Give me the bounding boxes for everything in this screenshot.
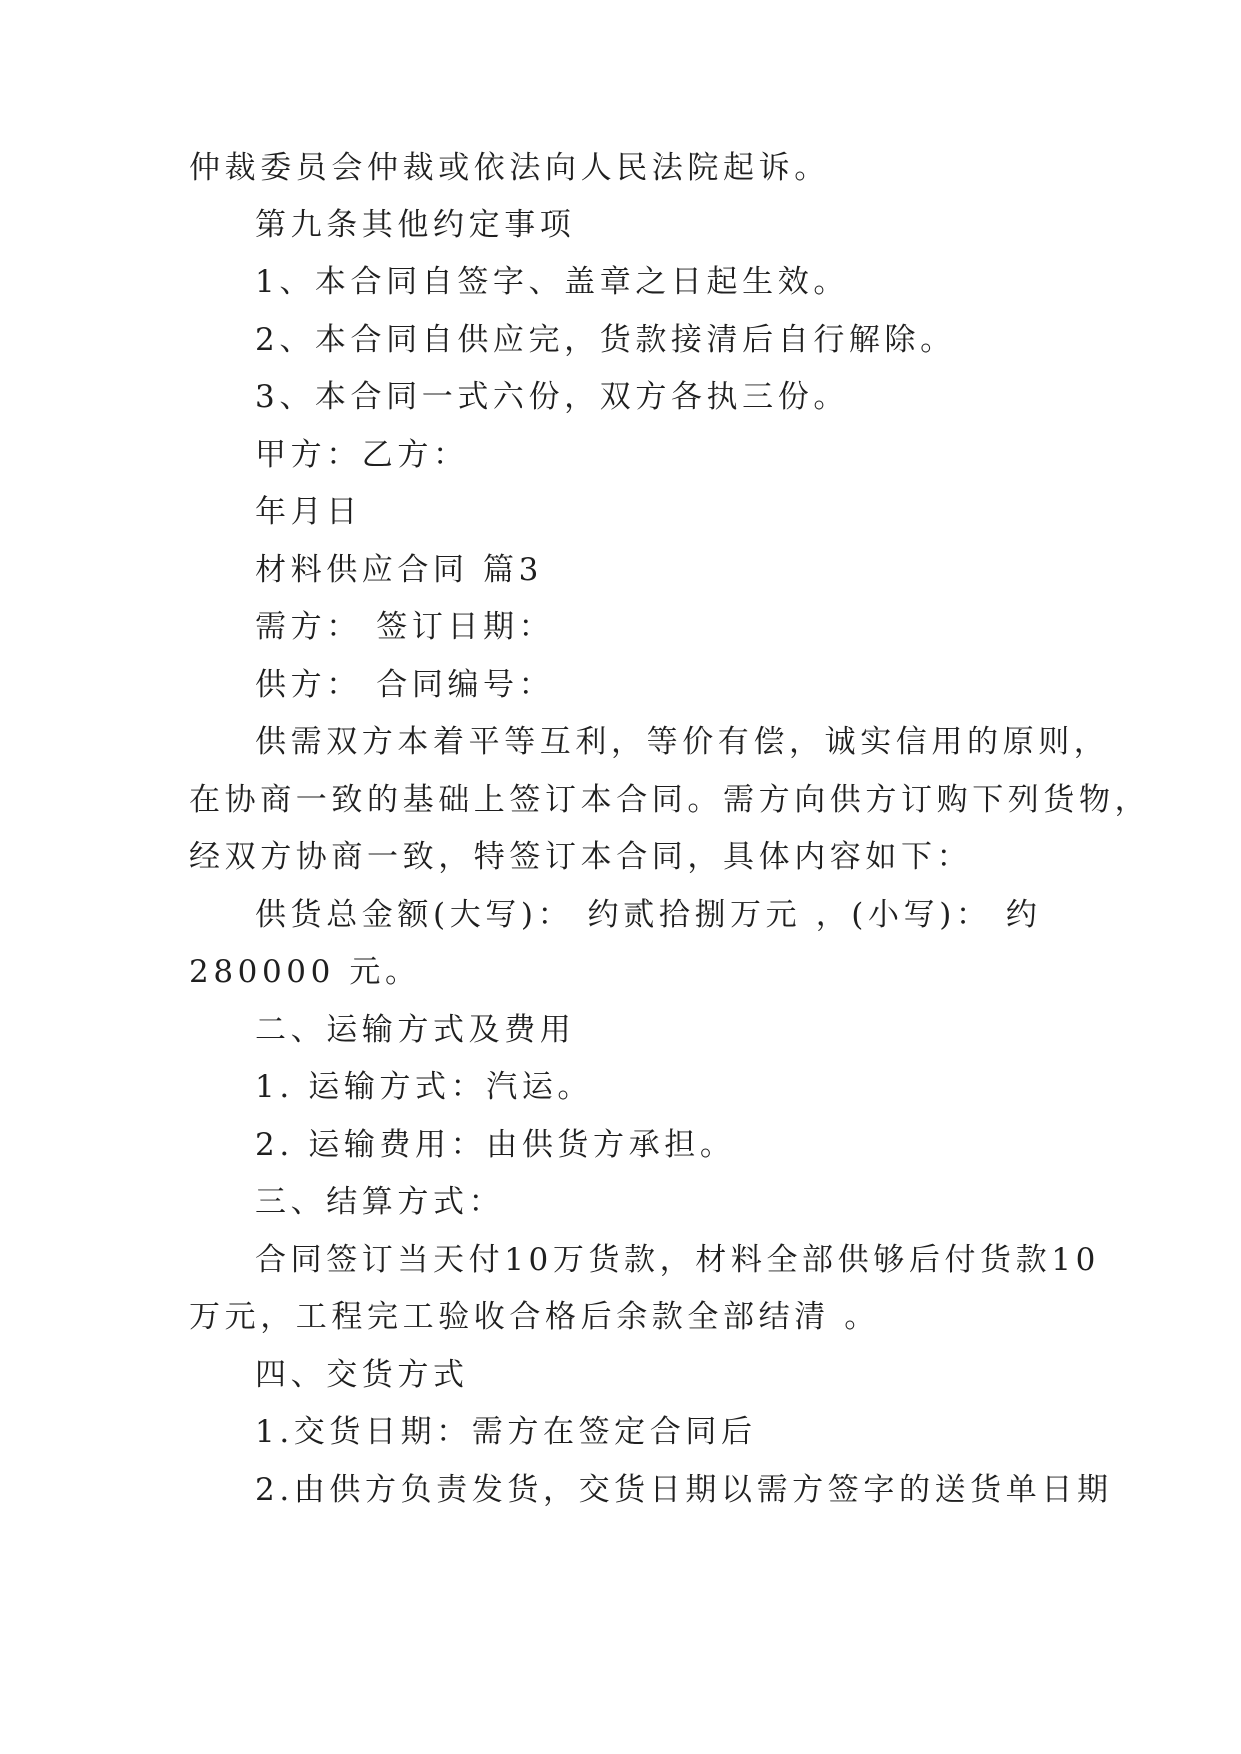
text-line-12: 在协商一致的基础上签订本合同。需方向供方订购下列货物， xyxy=(189,782,1151,818)
text-line-4: 2、本合同自供应完，货款接清后自行解除。 xyxy=(255,322,956,358)
text-line-1: 仲裁委员会仲裁或依法向人民法院起诉。 xyxy=(189,150,830,186)
text-line-20: 合同签订当天付10万货款，材料全部供够后付货款10 xyxy=(255,1242,1100,1278)
text-line-17: 1. 运输方式：汽运。 xyxy=(255,1069,594,1105)
text-line-22: 四、交货方式 xyxy=(255,1357,469,1393)
text-line-13: 经双方协商一致，特签订本合同，具体内容如下： xyxy=(189,839,973,875)
text-line-15: 280000 元。 xyxy=(189,954,421,990)
text-line-21: 万元，工程完工验收合格后余款全部结清 。 xyxy=(189,1299,880,1335)
text-line-11: 供需双方本着平等互利，等价有偿，诚实信用的原则， xyxy=(255,724,1110,760)
text-line-7: 年月日 xyxy=(255,494,362,530)
text-line-14: 供货总金额(大写)： 约贰拾捌万元 ，(小写)： 约 xyxy=(255,897,1042,933)
text-line-3: 1、本合同自签字、盖章之日起生效。 xyxy=(255,264,849,300)
text-line-23: 1.交货日期：需方在签定合同后 xyxy=(255,1414,757,1450)
text-line-16: 二、运输方式及费用 xyxy=(255,1012,576,1048)
text-line-8: 材料供应合同 篇3 xyxy=(255,552,543,588)
text-line-10: 供方： 合同编号： xyxy=(255,667,555,703)
text-line-6: 甲方：乙方： xyxy=(255,437,469,473)
text-line-9: 需方： 签订日期： xyxy=(255,609,555,645)
text-line-2: 第九条其他约定事项 xyxy=(255,207,576,243)
text-line-5: 3、本合同一式六份，双方各执三份。 xyxy=(255,379,849,415)
text-line-24: 2.由供方负责发货，交货日期以需方签字的送货单日期 xyxy=(255,1472,1113,1508)
text-line-19: 三、结算方式： xyxy=(255,1184,505,1220)
text-line-18: 2. 运输费用：由供货方承担。 xyxy=(255,1127,736,1163)
